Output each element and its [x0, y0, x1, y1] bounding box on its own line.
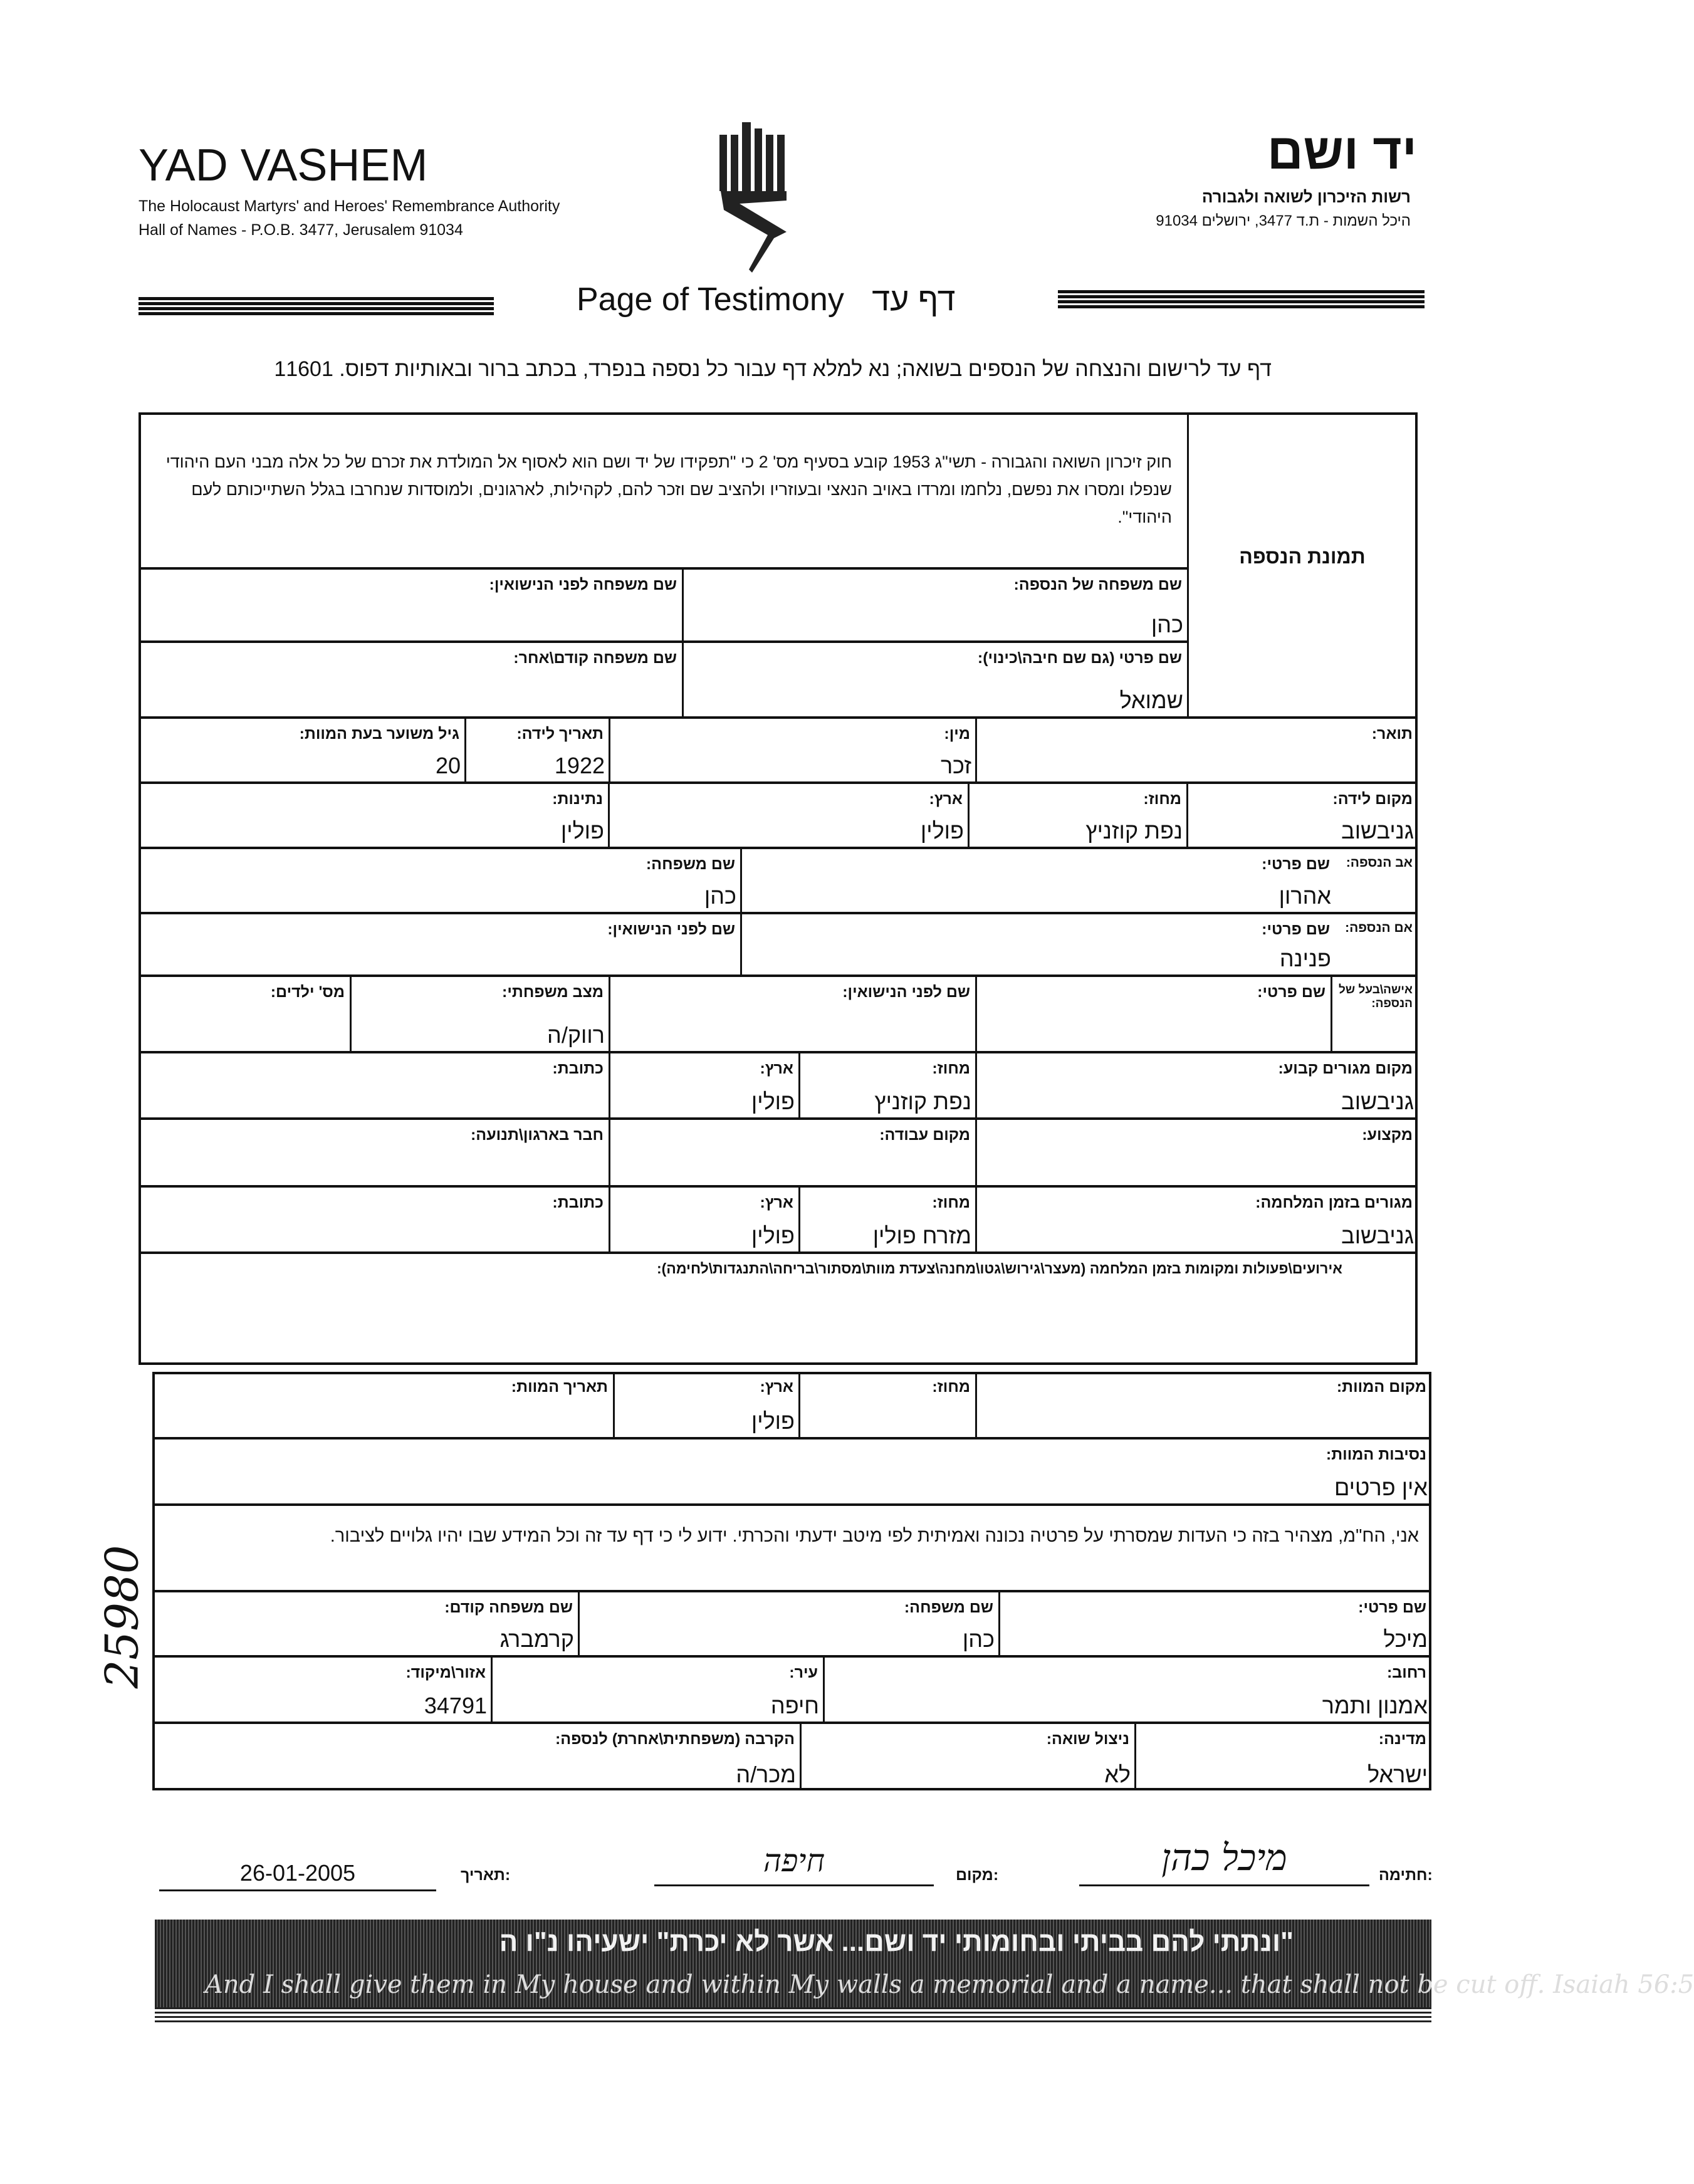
- label: ארץ:: [929, 790, 963, 808]
- value: כהן: [1151, 612, 1183, 637]
- value: מכר/ה: [736, 1762, 796, 1787]
- value: 1922: [554, 753, 605, 778]
- page-title-en: Page of Testimony: [577, 281, 844, 318]
- field-wartime-place[interactable]: [975, 1188, 1418, 1251]
- label: מקצוע:: [1362, 1126, 1413, 1144]
- field-mother-maiden-name[interactable]: [139, 914, 740, 974]
- instructions: דף עד לרישום והנצחה של הנספים בשואה; נא למלא דף עבור כל נספה בנפרד, בכתב ברור ובאותיות דפוס. 11601: [274, 357, 1272, 381]
- label: מין:: [944, 725, 970, 743]
- field-workplace[interactable]: [609, 1120, 975, 1185]
- field-victim-maiden-name[interactable]: [139, 570, 682, 640]
- field-holocaust-survivor[interactable]: [800, 1724, 1134, 1790]
- field-death-date[interactable]: [152, 1372, 613, 1437]
- value: גניבשוב: [1341, 818, 1414, 844]
- label: אב הנספה:: [1346, 855, 1413, 870]
- field-age-at-death[interactable]: [139, 719, 464, 781]
- label: נתינות:: [552, 790, 603, 808]
- value: נפת קוזניץ: [874, 1089, 971, 1114]
- field-residence-district[interactable]: [798, 1053, 975, 1117]
- field-organization-member[interactable]: [139, 1120, 609, 1185]
- value: שמואל: [1119, 687, 1183, 713]
- field-submitter-street[interactable]: [823, 1658, 1431, 1722]
- field-nationality[interactable]: [139, 784, 608, 847]
- label: שם משפחה:: [646, 855, 735, 873]
- label: מס' ילדים:: [270, 983, 345, 1001]
- field-marital-status[interactable]: [350, 977, 609, 1051]
- signature-value: מיכל כהן: [1161, 1836, 1287, 1879]
- label: ארץ:: [760, 1378, 793, 1396]
- field-wartime-country[interactable]: [609, 1188, 798, 1251]
- label: כתובת:: [552, 1060, 604, 1077]
- label: שם משפחה:: [904, 1599, 993, 1616]
- label: שם לפני הנישואין:: [607, 921, 735, 938]
- org-subtitle-en: The Holocaust Martyrs' and Heroes' Remembrance Authority: [139, 197, 560, 215]
- value: רווק/ה: [547, 1022, 605, 1048]
- value: מיכל: [1383, 1626, 1428, 1652]
- label: מקום המוות:: [1336, 1378, 1426, 1396]
- banner-lines: [155, 2007, 1431, 2025]
- label: ארץ:: [760, 1194, 793, 1211]
- org-address-en: Hall of Names - P.O.B. 3477, Jerusalem 91034: [139, 221, 463, 239]
- label: שם משפחה של הנספה:: [1013, 576, 1182, 593]
- label: ארץ:: [760, 1060, 793, 1077]
- field-victim-previous-surname[interactable]: [139, 643, 682, 716]
- field-birth-place[interactable]: [1186, 784, 1418, 847]
- label: הקרבה (משפחתית\אחרת) לנספה:: [555, 1730, 795, 1748]
- label: תאריך המוות:: [511, 1378, 608, 1396]
- label: תאריך לידה:: [516, 725, 604, 743]
- row-mother: [139, 914, 1418, 977]
- value: פולין: [920, 818, 964, 844]
- label: עיר:: [789, 1664, 818, 1681]
- row-work: [139, 1120, 1418, 1188]
- label: מקום מגורים קבוע:: [1278, 1060, 1413, 1077]
- label: מחוז:: [932, 1378, 970, 1396]
- value: פנינה: [1279, 946, 1331, 971]
- field-residence-country[interactable]: [609, 1053, 798, 1117]
- field-wartime-events[interactable]: [139, 1254, 1418, 1361]
- row-residence: [139, 1053, 1418, 1120]
- label: אם הנספה:: [1345, 921, 1413, 935]
- label: שם פרטי (גם שם חיבה\כינוי):: [977, 649, 1182, 667]
- field-birth-country[interactable]: [608, 784, 968, 847]
- field-children-count[interactable]: [139, 977, 350, 1051]
- label: שם פרטי:: [1262, 921, 1330, 938]
- decorative-rule-right: [1058, 290, 1425, 309]
- field-title[interactable]: [975, 719, 1418, 781]
- field-mother-given-name[interactable]: [740, 914, 1335, 974]
- field-submitter-previous-surname[interactable]: [152, 1592, 578, 1655]
- page-title-he: דף עד: [872, 281, 956, 318]
- label: תואר:: [1371, 725, 1413, 743]
- spouse-section-label: [1331, 977, 1418, 1051]
- value: פולין: [751, 1408, 795, 1434]
- field-spouse-maiden-name[interactable]: [609, 977, 975, 1051]
- value: לא: [1104, 1762, 1131, 1787]
- label: אירועים\פעולות ומקומות בזמן המלחמה (מעצר\גירוש\גטו\מחנה\צעדת מוות\מסתור\בריחה\התנגדות\לחימה):: [656, 1260, 1342, 1277]
- label: כתובת:: [552, 1194, 604, 1211]
- banner-quote-he: "ונתתי להם בביתי ובחומותי יד ושם... אשר לא יכרת" ישעיהו נ"ו ה: [499, 1926, 1294, 1957]
- label: מחוז:: [932, 1194, 970, 1211]
- value: פולין: [751, 1223, 795, 1248]
- handwritten-number: 25980: [95, 1545, 149, 1689]
- field-residence-place[interactable]: [975, 1053, 1418, 1117]
- date-field[interactable]: [159, 1855, 436, 1891]
- row-victim-surname: [139, 567, 1187, 643]
- row-victim-details: [139, 719, 1418, 784]
- signature-label: חתימה:: [1379, 1866, 1433, 1884]
- field-relationship[interactable]: [152, 1724, 800, 1790]
- row-father: [139, 849, 1418, 914]
- label: גיל משוער בעת המוות:: [299, 725, 459, 743]
- row-declaration: [152, 1506, 1431, 1592]
- value: גניבשוב: [1341, 1089, 1414, 1114]
- label: נסיבות המוות:: [1325, 1446, 1426, 1463]
- value: אהרון: [1278, 883, 1331, 909]
- row-wartime: [139, 1188, 1418, 1254]
- label: שם פרטי:: [1262, 855, 1330, 873]
- value: פולין: [560, 818, 604, 844]
- value: נפת קוזניץ: [1085, 818, 1183, 844]
- label: חבר בארגון\תנועה:: [470, 1126, 604, 1144]
- field-birth-date[interactable]: [464, 719, 609, 781]
- row-birth-place: [139, 784, 1418, 849]
- photo-label: תמונת הנספה: [1239, 545, 1366, 568]
- field-death-place[interactable]: [975, 1372, 1431, 1437]
- label: שם פרטי:: [1257, 983, 1325, 1001]
- field-father-surname[interactable]: [139, 849, 740, 912]
- field-wartime-address[interactable]: [139, 1188, 609, 1251]
- label: שם משפחה קודם:: [444, 1599, 573, 1616]
- org-name-en: YAD VASHEM: [139, 140, 428, 191]
- row-death-place: [152, 1372, 1431, 1439]
- banner-quote-en: And I shall give them in My house and within My walls a memorial and a name... that shall not be cut off. Isaiah 56:5: [205, 1970, 1694, 1999]
- label: שם משפחה קודם\אחר:: [513, 649, 677, 667]
- row-spouse: [139, 977, 1418, 1053]
- label: מדינה:: [1378, 1730, 1426, 1748]
- label: ניצול שואה:: [1046, 1730, 1129, 1748]
- field-father-given-name[interactable]: [740, 849, 1335, 912]
- field-victim-given-name[interactable]: [682, 643, 1187, 716]
- label: שם לפני הנישואין:: [842, 983, 970, 1001]
- declaration-text: אני, הח"מ, מצהיר בזה כי העדות שמסרתי על פרטיה נכונה ואמיתית לפי מיטב ידעתי והכרתי. ידוע לי כי דף עד זה וכל המידע שבו יהיו גלויים לציבור.: [330, 1526, 1419, 1546]
- value: פולין: [751, 1089, 795, 1114]
- org-name-he: יד ושם: [1267, 123, 1417, 179]
- label: מגורים בזמן המלחמה:: [1255, 1194, 1413, 1211]
- field-victim-surname[interactable]: [682, 570, 1187, 640]
- value: ישראל: [1367, 1762, 1428, 1787]
- page-title: [577, 281, 956, 318]
- value: כהן: [704, 883, 736, 909]
- date-label: תאריך:: [461, 1866, 511, 1884]
- label: שם משפחה לפני הנישואין:: [489, 576, 677, 593]
- row-victim-given-name: [139, 643, 1187, 719]
- law-text: חוק זיכרון השואה והגבורה - תשי"ג 1953 קובע בסעיף מס' 2 כי "תפקידו של יד ושם הוא לאסוף אל המולדת את זכרם של כל אלה מבני העם היהודי שנפלו ומסרו את נפשם, נלחמו ומרדו באויב הנאצי ובעוזריו ולהציב שם וזכר להם, לקהילות, לארגונים, ולמוסדות שנחרבו בגלל השתייכותם לעם היהודי".: [165, 452, 1172, 526]
- quote-banner: [155, 1920, 1694, 2007]
- field-birth-district[interactable]: [968, 784, 1186, 847]
- label: רחוב:: [1386, 1664, 1426, 1681]
- label: שם פרטי:: [1358, 1599, 1426, 1616]
- field-submitter-zip[interactable]: [152, 1658, 491, 1722]
- row-submitter-address: [152, 1658, 1431, 1724]
- field-submitter-surname[interactable]: [578, 1592, 998, 1655]
- value: כהן: [962, 1626, 995, 1652]
- field-death-circumstances[interactable]: [152, 1439, 1431, 1503]
- place-value: חיפה: [763, 1842, 825, 1879]
- value: מזרח פולין: [872, 1223, 971, 1248]
- value: קרמברג: [499, 1626, 574, 1652]
- field-submitter-city[interactable]: [491, 1658, 823, 1722]
- signature-field[interactable]: [1079, 1836, 1369, 1886]
- field-submitter-country[interactable]: [1134, 1724, 1431, 1790]
- field-submitter-given-name[interactable]: [998, 1592, 1431, 1655]
- label: מחוז:: [932, 1060, 970, 1077]
- value: גניבשוב: [1341, 1223, 1414, 1248]
- value: 34791: [424, 1693, 487, 1718]
- yad-vashem-logo-icon: [714, 122, 796, 273]
- father-section-label: [1335, 849, 1418, 912]
- place-field[interactable]: [654, 1842, 934, 1886]
- field-death-district[interactable]: [798, 1372, 975, 1437]
- field-spouse-given-name[interactable]: [975, 977, 1331, 1051]
- field-death-country[interactable]: [613, 1372, 798, 1437]
- label: אישה\בעל של הנספה:: [1339, 983, 1413, 1010]
- mother-section-label: [1335, 914, 1418, 974]
- label: מחוז:: [1143, 790, 1181, 808]
- row-death-circumstances: [152, 1439, 1431, 1506]
- field-gender[interactable]: [609, 719, 975, 781]
- label: מצב משפחתי:: [502, 983, 604, 1001]
- org-address-he: היכל השמות - ת.ד 3477, ירושלים 91034: [1156, 212, 1411, 229]
- date-value: 26-01-2005: [239, 1860, 356, 1886]
- label: מקום לידה:: [1332, 790, 1413, 808]
- place-label: מקום:: [956, 1866, 999, 1884]
- value: 20: [435, 753, 461, 778]
- row-submitter-name: [152, 1592, 1431, 1658]
- label: אזור\מיקוד:: [405, 1664, 486, 1681]
- label: מקום עבודה:: [879, 1126, 970, 1144]
- row-submitter-country: [152, 1724, 1431, 1790]
- field-residence-address[interactable]: [139, 1053, 609, 1117]
- value: זכר: [940, 753, 971, 778]
- field-wartime-district[interactable]: [798, 1188, 975, 1251]
- field-profession[interactable]: [975, 1120, 1418, 1185]
- decorative-rule-left: [139, 297, 494, 316]
- value: אין פרטים: [1334, 1475, 1428, 1500]
- org-subtitle-he: רשות הזיכרון לשואה ולגבורה: [1201, 187, 1411, 206]
- value: אמנון ותמר: [1322, 1693, 1428, 1718]
- value: חיפה: [770, 1693, 819, 1718]
